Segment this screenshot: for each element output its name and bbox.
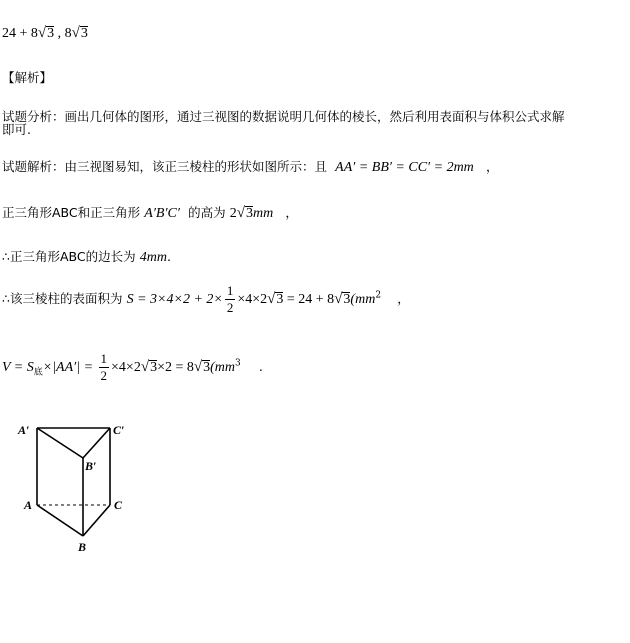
edge-C1B1: [83, 428, 110, 458]
label-A1: A′: [18, 423, 30, 437]
side-line: [2, 247, 171, 266]
solution-tail: ，: [485, 159, 499, 174]
volume-tail: .: [258, 359, 263, 374]
height-text-1: 正三角形ABC和正三角形: [2, 205, 141, 220]
volume-exponent: 3: [234, 358, 241, 369]
answer-separator: , 8: [54, 26, 72, 41]
surface-expr-b: ×4×2: [237, 292, 268, 307]
label-C1: C′: [113, 423, 125, 437]
side-value: 4mm: [139, 250, 167, 265]
label-C: C: [114, 498, 123, 512]
answer-radicand-2: 3: [80, 26, 88, 41]
volume-fraction: $\frac{1}{2}$: [100, 351, 108, 383]
surface-expr-a: S = 3×4×2 + 2×: [126, 292, 223, 307]
height-triangle: A′B′C′: [144, 206, 180, 221]
surface-fraction: $\frac{1}{2}$: [226, 283, 234, 315]
answer-radicand-1: 3: [47, 26, 55, 41]
solution-edges: AA′ = BB′ = CC′ = 2mm: [335, 160, 474, 175]
volume-expr-b: ×4×2: [111, 360, 141, 375]
height-line: 正三角形ABC和正三角形 A′B′C′ 的高为 2√3mm ，: [2, 205, 298, 221]
height-radicand: 3: [245, 206, 253, 221]
label-B: B: [78, 540, 87, 554]
volume-expr-c: ×2 = 8: [157, 360, 194, 375]
analysis-line-2: 即可.: [2, 122, 31, 137]
height-unit: mm: [252, 206, 274, 221]
volume-line: $V = S_底\times|AA'|$ = $\frac{1}{2}$ $\times 4\times 2√3\times 2 = 8√3(mm^3$ .: [2, 351, 263, 383]
height-text-2: 的高为: [188, 205, 226, 220]
volume-radicand-b: 3: [150, 360, 158, 375]
volume-abs: ×|AA′| =: [42, 360, 97, 375]
side-tail: .: [166, 249, 171, 264]
side-text: ∴正三角形ABC的边长为: [2, 249, 136, 264]
surface-radicand-b: 3: [276, 292, 284, 307]
surface-expr-c: = 24 + 8: [283, 292, 335, 307]
surface-unit: (mm: [350, 292, 376, 307]
label-B1: B′: [85, 459, 97, 473]
height-tail: ，: [285, 205, 298, 220]
edge-AB: [37, 505, 83, 536]
height-coef: 2: [229, 206, 237, 221]
volume-v: V = S: [2, 360, 34, 375]
surface-line: ∴该三棱柱的表面积为 S = 3×4×2 + 2× $\frac{1}{2}$ $\times 4\times 2√3 = 24 + 8√3(mm^2$ ，: [2, 283, 410, 315]
surface-exponent: 2: [375, 290, 382, 301]
surface-tail: ，: [397, 291, 410, 306]
prism-figure: [15, 418, 145, 558]
label-A: A: [24, 498, 33, 512]
volume-unit: (mm: [210, 360, 235, 375]
answer-line: 24 + 8√3 , 8√3: [2, 25, 88, 41]
answer-part1: 24 + 8: [2, 26, 38, 41]
volume-radicand-c: 3: [203, 360, 211, 375]
analysis-heading: 【解析】: [2, 70, 53, 85]
edge-CB: [83, 505, 110, 536]
solution-intro: 试题解析：由三视图易知，该正三棱柱的形状如图所示：且: [2, 159, 328, 174]
edge-A1B1: [37, 428, 83, 458]
analysis-line-1: 试题分析：画出几何体的图形，通过三视图的数据说明几何体的棱长，然后利用表面积与体积公式求解: [2, 109, 565, 124]
surface-radicand-c: 3: [343, 292, 351, 307]
solution-line: [2, 157, 498, 176]
volume-subscript: 底: [33, 367, 43, 378]
surface-text: ∴该三棱柱的表面积为: [2, 291, 123, 306]
